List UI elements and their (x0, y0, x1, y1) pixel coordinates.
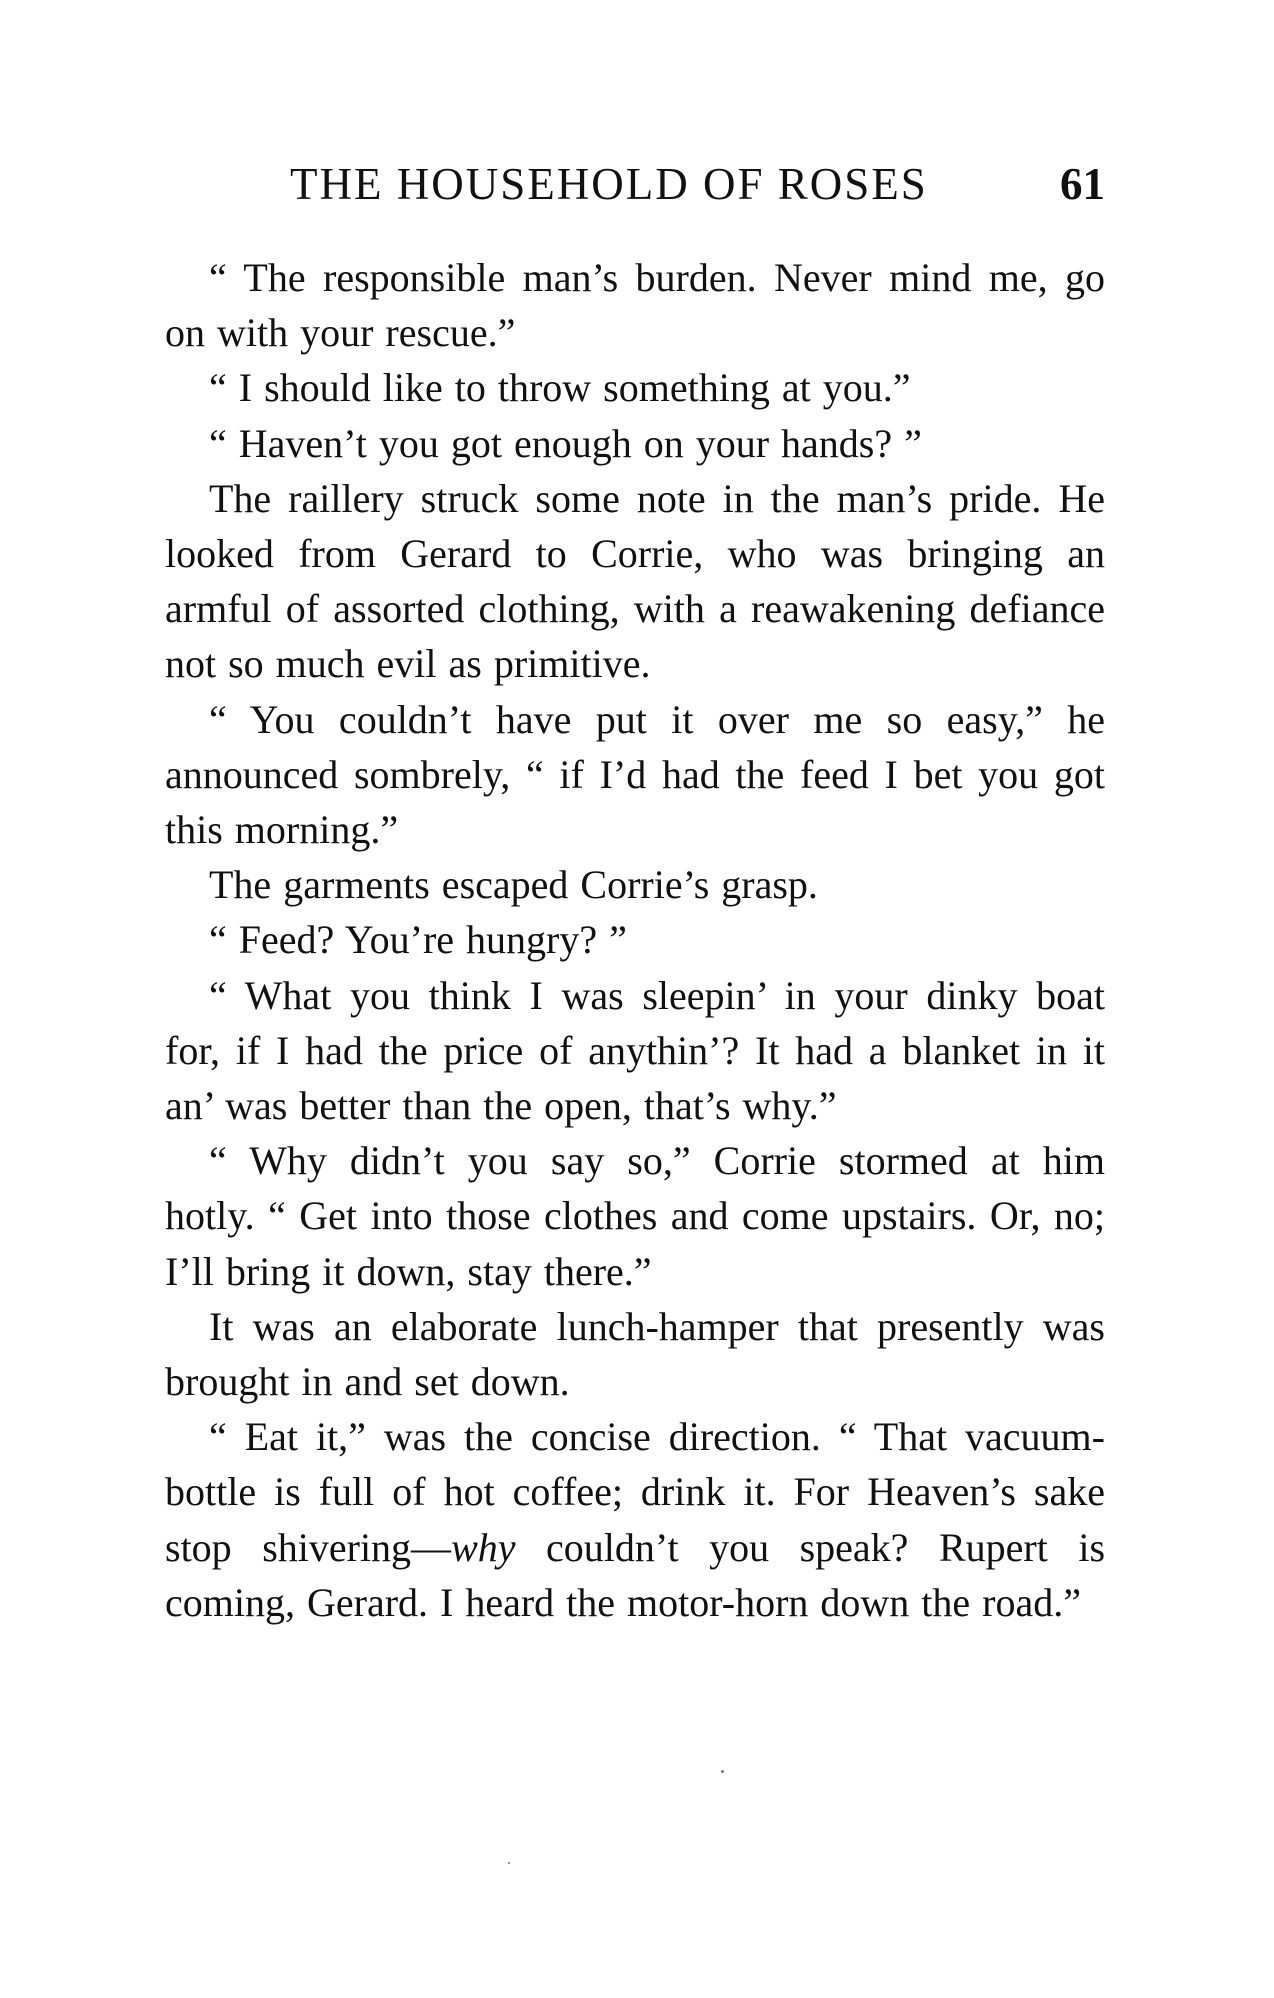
paragraph-4: The raillery struck some note in the man’s pride. He looked from Gerard to Corrie, who was bringing an armful of assorted clothing, with a reawakening defiance not so much evil as primitive. (165, 475, 1105, 687)
paragraph-11-before: “ Eat it,” was the concise direction. “ That vacuum-bottle is full of hot coffee; drink it. For Heaven’s sake stop shivering— (165, 1414, 1105, 1570)
paragraph-7: “ Feed? You’re hungry? ” (209, 917, 627, 963)
ink-speck (721, 1770, 724, 1773)
paragraph-9: “ Why didn’t you say so,” Corrie stormed at him hotly. “ Get into those clothes and come upstairs. Or, no; I’ll bring it down, stay there.” (165, 1138, 1105, 1294)
ink-speck (508, 1862, 510, 1864)
paragraph-8: “ What you think I was sleepin’ in your dinky boat for, if I had the price of anythin’? It had a blanket in it an’ was better than the open, that’s why.” (165, 972, 1105, 1129)
paragraph-5: “ You couldn’t have put it over me so easy,” he announced sombrely, “ if I’d had the feed I bet you got this morning.” (165, 696, 1105, 853)
paragraph-6: The garments escaped Corrie’s grasp. (209, 862, 818, 908)
paragraph-2: “ I should like to throw something at you.” (209, 365, 911, 411)
emphasis-why: why (451, 1524, 516, 1570)
paragraph-10: It was an elaborate lunch-hamper that presently was brought in and set down. (165, 1303, 1105, 1405)
paragraph-11 (165, 1409, 1105, 1630)
paragraph-1: “ The responsible man’s burden. Never mind me, go on with your rescue.” (165, 255, 1105, 356)
running-head (165, 158, 1105, 214)
paragraph-11-after: couldn’t you speak? Rupert is coming, Gerard. I heard the motor-horn down the road.” (165, 1524, 1106, 1625)
body-text (165, 250, 1105, 1630)
paragraph-3: “ Haven’t you got enough on your hands? ” (209, 420, 922, 466)
running-title: THE HOUSEHOLD OF ROSES (290, 159, 928, 209)
page-number: 61 (1060, 159, 1105, 209)
